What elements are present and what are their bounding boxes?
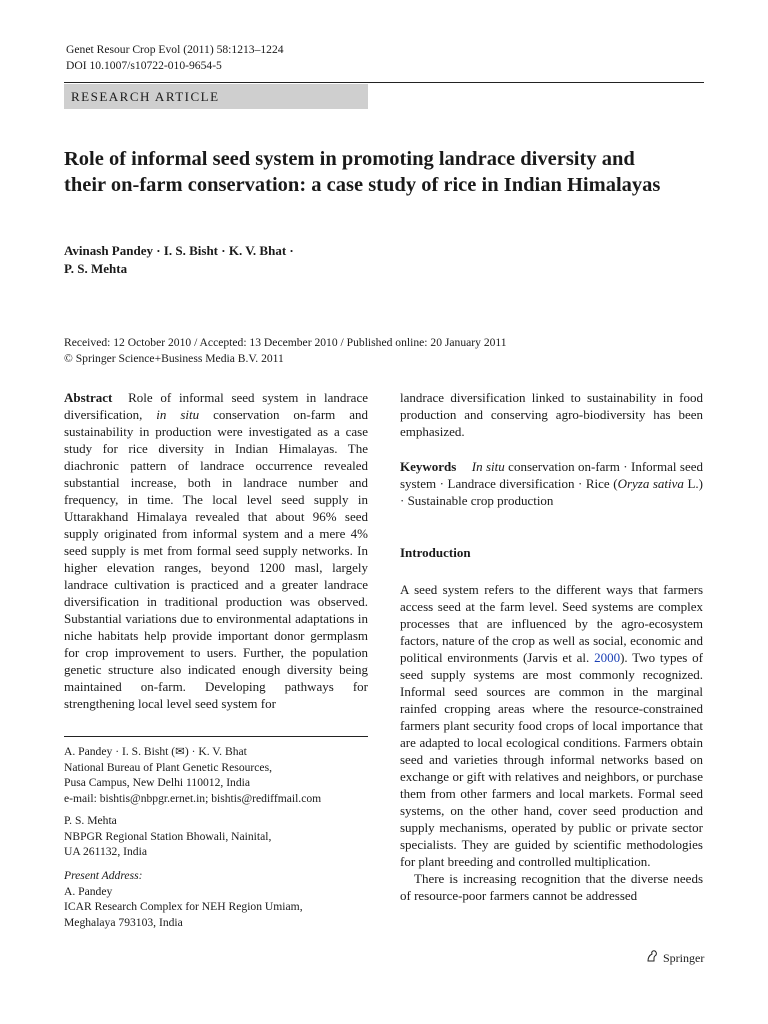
affiliation-2 (64, 813, 368, 860)
affiliation-line: National Bureau of Plant Genetic Resources, (64, 760, 272, 774)
keyword-text: L.) · Sustainable crop production (400, 476, 703, 508)
author-line-1: Avinash Pandey · I. S. Bisht · K. V. Bhat · (64, 243, 294, 258)
abstract-block (64, 389, 368, 712)
keyword-text: Rice ( (585, 476, 618, 491)
affiliation-line: ICAR Research Complex for NEH Region Umiam, (64, 900, 303, 913)
header-rule (64, 82, 704, 83)
intro-paragraph-1 (400, 581, 703, 870)
abstract-text-1: Role of informal seed system in landrace diversification, (64, 390, 368, 422)
article-type-banner: RESEARCH ARTICLE (64, 84, 368, 109)
keyword-italic: In situ (471, 459, 505, 474)
author-line-2: P. S. Mehta (64, 261, 128, 276)
affiliation-line: NBPGR Regional Station Bhowali, Nainital, (64, 829, 272, 843)
affiliation-1 (64, 744, 368, 806)
citation-link[interactable]: 2000 (594, 650, 621, 665)
affiliation-line: P. S. Mehta (64, 814, 117, 827)
journal-citation: Genet Resour Crop Evol (2011) 58:1213–1224 (66, 43, 284, 56)
intro-paragraph-2: There is increasing recognition that the diverse needs of resource-poor farmers cannot be addressed (400, 871, 703, 903)
author-list (64, 242, 584, 278)
keyword-text: conservation on-farm · (508, 459, 628, 474)
abstract-text-2: conservation on-farm and sustainability in production were investigated as a case study for rice diversity in Indian Himalayas. The diachronic pattern of landrace occurrence revealed substantial increase, both in landrace number and frequency, in time. The local level seed supply in Uttarakhand Himalaya revealed that about 96% seed supply originated from informal system and a mere 4% seed supply is met from formal seed supply networks. In higher elevation ranges, beyond 1200 masl, largely landrace cultivation is practiced and a greater landrace diversification in traditional production was observed. Substantial variations due to environmental adaptations in niche habitats help provide important donor germplasm for crop improvement to users. Further, the population genetic structure also indicated enough diversity being maintained on-farm. Developing pathways for strengthening local level seed system for (64, 407, 368, 711)
abstract-italic: in situ (156, 407, 200, 422)
keywords-block (400, 458, 703, 509)
present-address-label: Present Address: (64, 869, 143, 882)
abstract-continued: landrace diversification linked to sustainability in food production and conserving agro-biodiversity has been emphasized. (400, 390, 703, 439)
publisher-name: Springer (663, 950, 705, 965)
affiliation-3 (64, 868, 368, 930)
introduction-heading: Introduction (400, 545, 471, 560)
springer-horse-icon (645, 949, 659, 967)
abstract-label: Abstract (64, 390, 113, 405)
affiliation-line: Meghalaya 793103, India (64, 915, 183, 929)
affiliation-line: UA 261132, India (64, 845, 147, 858)
dates-line: Received: 12 October 2010 / Accepted: 13 December 2010 / Published online: 20 January 2011 (64, 336, 507, 349)
keywords-label: Keywords (400, 459, 457, 474)
affiliation-line: A. Pandey · I. S. Bisht (✉) · K. V. Bhat (64, 745, 247, 758)
introduction-body (400, 581, 703, 904)
doi: DOI 10.1007/s10722-010-9654-5 (66, 59, 222, 72)
intro-text: ). Two types of seed supply systems are most commonly recognized. Informal seed sources are common in the marginal rainfed cropping areas where the resource-constrained farmers plant security food crops of local importance that are adapted to local ecological conditions. Farmers obtain seed and varieties through informal networks based on exchange or gift with relatives and neighbors, or purchase them from other farmers and local markets. Formal seed systems, on the other hand, cover seed production and supply mechanisms, operated by public or private sector specialists. They are guided by scientific methodologies for plant breeding and controlled multiplication. (400, 650, 704, 869)
paper-title: Role of informal seed system in promoting landrace diversity and their on-farm conservation: a case study of rice in Indian Himalayas (64, 148, 661, 196)
publisher-logo (645, 949, 704, 967)
keyword-text: Informal seed system · Landrace diversification · (400, 459, 703, 491)
keyword-italic: Oryza sativa (617, 476, 684, 491)
journal-header (66, 42, 284, 74)
intro-text: A seed system refers to the different ways that farmers access seed at the farm level. Seed systems are complex processes that are influenced by the agro-ecosystem factors, nature of the crop as well as social, economic and political environments (Jarvis et al. (400, 582, 703, 665)
affiliation-line: A. Pandey (64, 884, 113, 898)
affiliation-line: Pusa Campus, New Delhi 110012, India (64, 776, 251, 789)
email-line: e-mail: bishtis@nbpgr.ernet.in; bishtis@rediffmail.com (64, 791, 322, 805)
publication-history (64, 335, 704, 367)
copyright-line: © Springer Science+Business Media B.V. 2011 (64, 352, 284, 365)
footnote-rule (64, 736, 368, 737)
